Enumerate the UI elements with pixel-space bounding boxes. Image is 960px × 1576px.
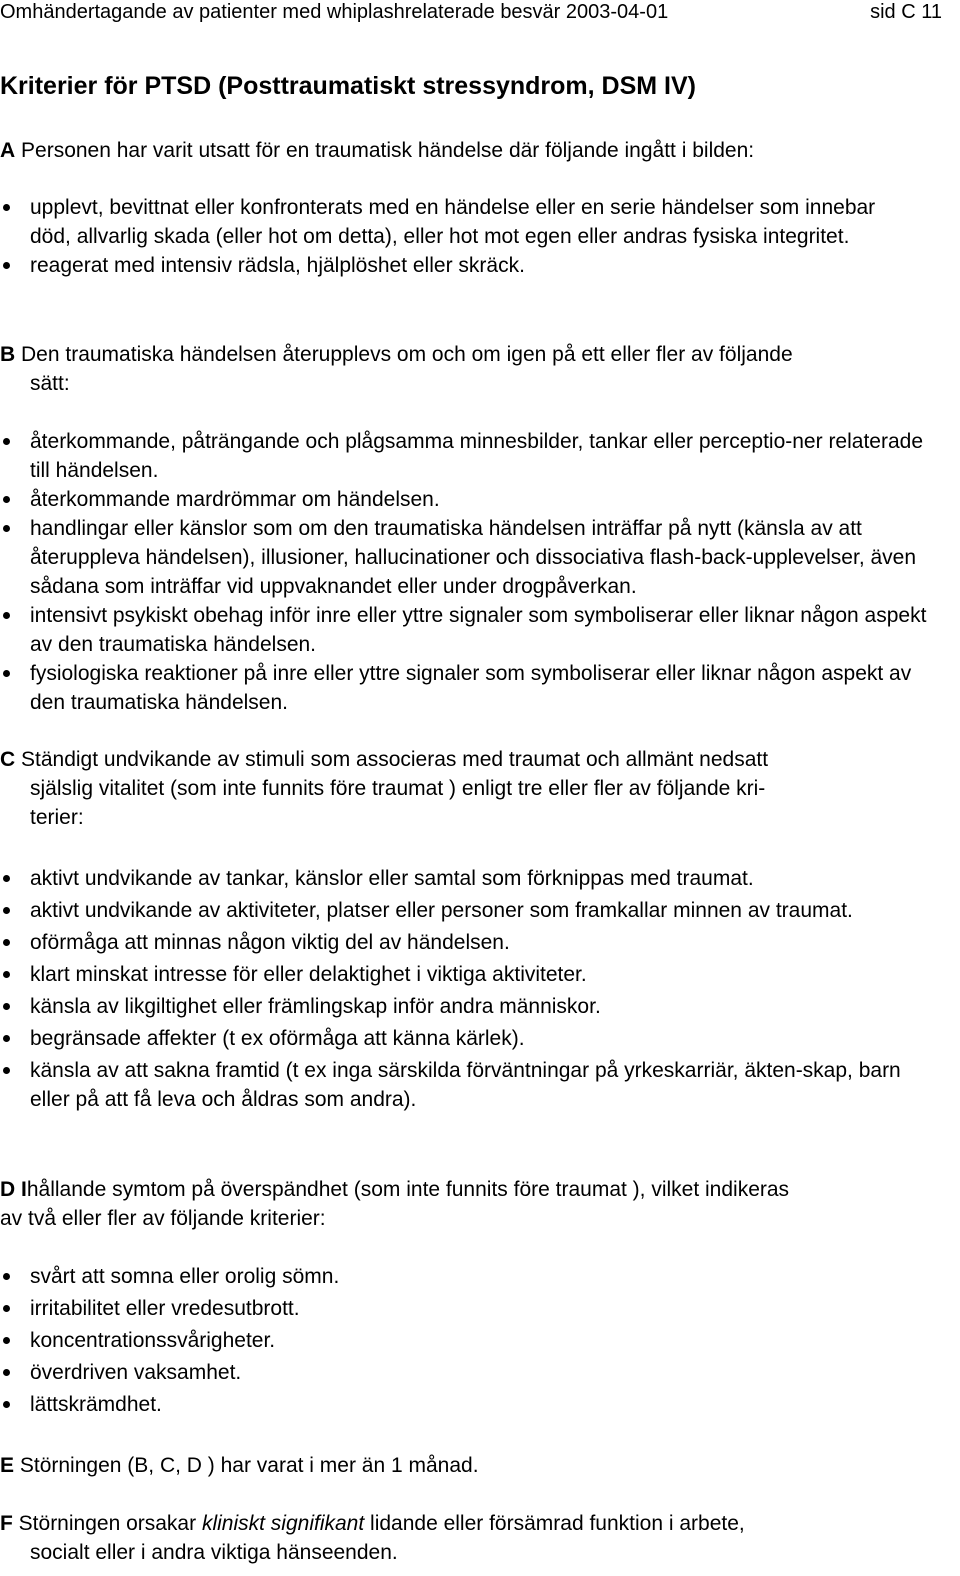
list-item (0, 193, 915, 251)
section-c-text-line2: själslig vitalitet (som inte funnits före traumat ) enligt tre eller fler av följande kri- (30, 777, 766, 800)
list-item (0, 864, 915, 893)
bullet-icon (3, 907, 10, 914)
list-item-text: återkommande, påträngande och plågsamma minnesbilder, tankar eller perceptio-ner relaterade till händelsen. (30, 430, 924, 482)
bullet-icon (3, 939, 10, 946)
section-d-text-line1: hållande symtom på överspändhet (som inte funnits före traumat ), vilket indikeras (26, 1178, 790, 1201)
list-item (0, 514, 930, 601)
list-item (0, 1262, 930, 1291)
section-d-intro (0, 1175, 940, 1233)
list-item-text: känsla av att sakna framtid (t ex inga särskilda förväntningar på yrkeskarriär, äkten-skap, barn eller på att få leva och åldras som andra). (30, 1059, 901, 1111)
section-c-intro (0, 745, 940, 832)
bullet-icon (3, 612, 10, 619)
list-item (0, 928, 915, 957)
list-item-text: återkommande mardrömmar om händelsen. (30, 488, 440, 511)
section-b-text-line2: sätt: (30, 372, 70, 395)
list-item (0, 1294, 930, 1323)
list-item-text: oförmåga att minnas någon viktig del av händelsen. (30, 931, 510, 954)
bullet-icon (3, 971, 10, 978)
bullet-icon (3, 525, 10, 532)
list-item (0, 485, 930, 514)
bullet-icon (3, 1273, 10, 1280)
section-f-emphasis: kliniskt signifikant (201, 1512, 365, 1535)
section-e (0, 1451, 940, 1480)
list-item-text: lättskrämdhet. (30, 1393, 162, 1416)
section-e-letter: E (0, 1454, 15, 1477)
list-item-text: fysiologiska reaktioner på inre eller yttre signaler som symboliserar eller liknar någon aspekt av den traumatiska händelsen. (30, 662, 912, 714)
section-b-letter: B (0, 343, 16, 366)
section-b-text-line1: Den traumatiska händelsen återupplevs om och om igen på ett eller fler av följande (21, 343, 793, 366)
section-d-first-char: I (21, 1178, 27, 1201)
bullet-icon (3, 1369, 10, 1376)
list-item-text: klart minskat intresse för eller delaktighet i viktiga aktiviteter. (30, 963, 587, 986)
list-item (0, 251, 915, 280)
bullet-icon (3, 438, 10, 445)
list-item-text: irritabilitet eller vredesutbrott. (30, 1297, 300, 1320)
bullet-icon (3, 1067, 10, 1074)
bullet-icon (3, 1035, 10, 1042)
list-item (0, 1024, 915, 1053)
bullet-icon (3, 670, 10, 677)
list-item (0, 601, 930, 659)
section-f-text-b: lidande eller försämrad funktion i arbete, (364, 1512, 745, 1535)
list-item (0, 960, 915, 989)
header-title: Omhändertagande av patienter med whiplashrelaterade besvär 2003-04-01 (0, 1, 669, 23)
list-item (0, 896, 915, 925)
section-e-text: Störningen (B, C, D ) har varat i mer än 1 månad. (19, 1454, 479, 1477)
list-item-text: svårt att somna eller orolig sömn. (30, 1265, 340, 1288)
section-a-intro (0, 136, 940, 165)
bullet-icon (3, 262, 10, 269)
list-item-text: aktivt undvikande av tankar, känslor eller samtal som förknippas med traumat. (30, 867, 754, 890)
page-number: sid C 11 (870, 1, 942, 23)
list-item-text: känsla av likgiltighet eller främlingskap inför andra människor. (30, 995, 601, 1018)
list-item (0, 1390, 930, 1419)
bullet-icon (3, 875, 10, 882)
bullet-icon (3, 1003, 10, 1010)
list-item-text: överdriven vaksamhet. (30, 1361, 242, 1384)
bullet-icon (3, 496, 10, 503)
section-f-text-line2: socialt eller i andra viktiga hänseenden. (30, 1541, 398, 1564)
list-item-text: begränsade affekter (t ex oförmåga att känna kärlek). (30, 1027, 525, 1050)
section-b-list (0, 427, 930, 717)
section-a-list (0, 193, 915, 280)
list-item (0, 1326, 930, 1355)
list-item (0, 1056, 915, 1114)
bullet-icon (3, 1305, 10, 1312)
list-item (0, 427, 930, 485)
section-c-text-line1: Ständigt undvikande av stimuli som associeras med traumat och allmänt nedsatt (21, 748, 769, 771)
section-d-letter: D (0, 1178, 16, 1201)
section-d-list (0, 1262, 930, 1419)
bullet-icon (3, 204, 10, 211)
section-a-text: Personen har varit utsatt för en traumatisk händelse där följande ingått i bilden: (21, 139, 755, 162)
list-item (0, 1358, 930, 1387)
list-item (0, 659, 930, 717)
list-item-text: aktivt undvikande av aktiviteter, platser eller personer som framkallar minnen av traumat. (30, 899, 853, 922)
list-item-text: koncentrationssvårigheter. (30, 1329, 276, 1352)
section-c-list (0, 864, 915, 1114)
list-item-text: intensivt psykiskt obehag inför inre eller yttre signaler som symboliserar eller liknar någon aspekt av den traumatiska händelsen. (30, 604, 927, 656)
section-f-letter: F (0, 1512, 13, 1535)
list-item (0, 992, 915, 1021)
list-item-text: upplevt, bevittnat eller konfronterats med en händelse eller en serie händelser som innebar död, allvarlig skada (eller hot om detta), eller hot mot egen eller andras fysiska integritet. (30, 196, 876, 248)
list-item-text: reagerat med intensiv rädsla, hjälplöshet eller skräck. (30, 254, 525, 277)
page-header (0, 0, 942, 26)
section-b-intro (0, 340, 940, 398)
bullet-icon (3, 1401, 10, 1408)
section-c-letter: C (0, 748, 16, 771)
section-d-text-line2: av två eller fler av följande kriterier: (0, 1207, 326, 1230)
section-a-letter: A (0, 139, 16, 162)
section-f-text-a: Störningen orsakar (18, 1512, 202, 1535)
section-c-text-line3: terier: (30, 806, 84, 829)
bullet-icon (3, 1337, 10, 1344)
section-f (0, 1509, 940, 1567)
document-title: Kriterier för PTSD (Posttraumatiskt stressyndrom, DSM IV) (0, 72, 696, 100)
list-item-text: handlingar eller känslor som om den traumatiska händelsen inträffar på nytt (känsla av att återuppleva händelsen), illusioner, hallucinationer och dissociativa flash-back-upplevelser, även sådana som inträffar vid uppvaknandet eller under drogpåverkan. (30, 517, 917, 598)
